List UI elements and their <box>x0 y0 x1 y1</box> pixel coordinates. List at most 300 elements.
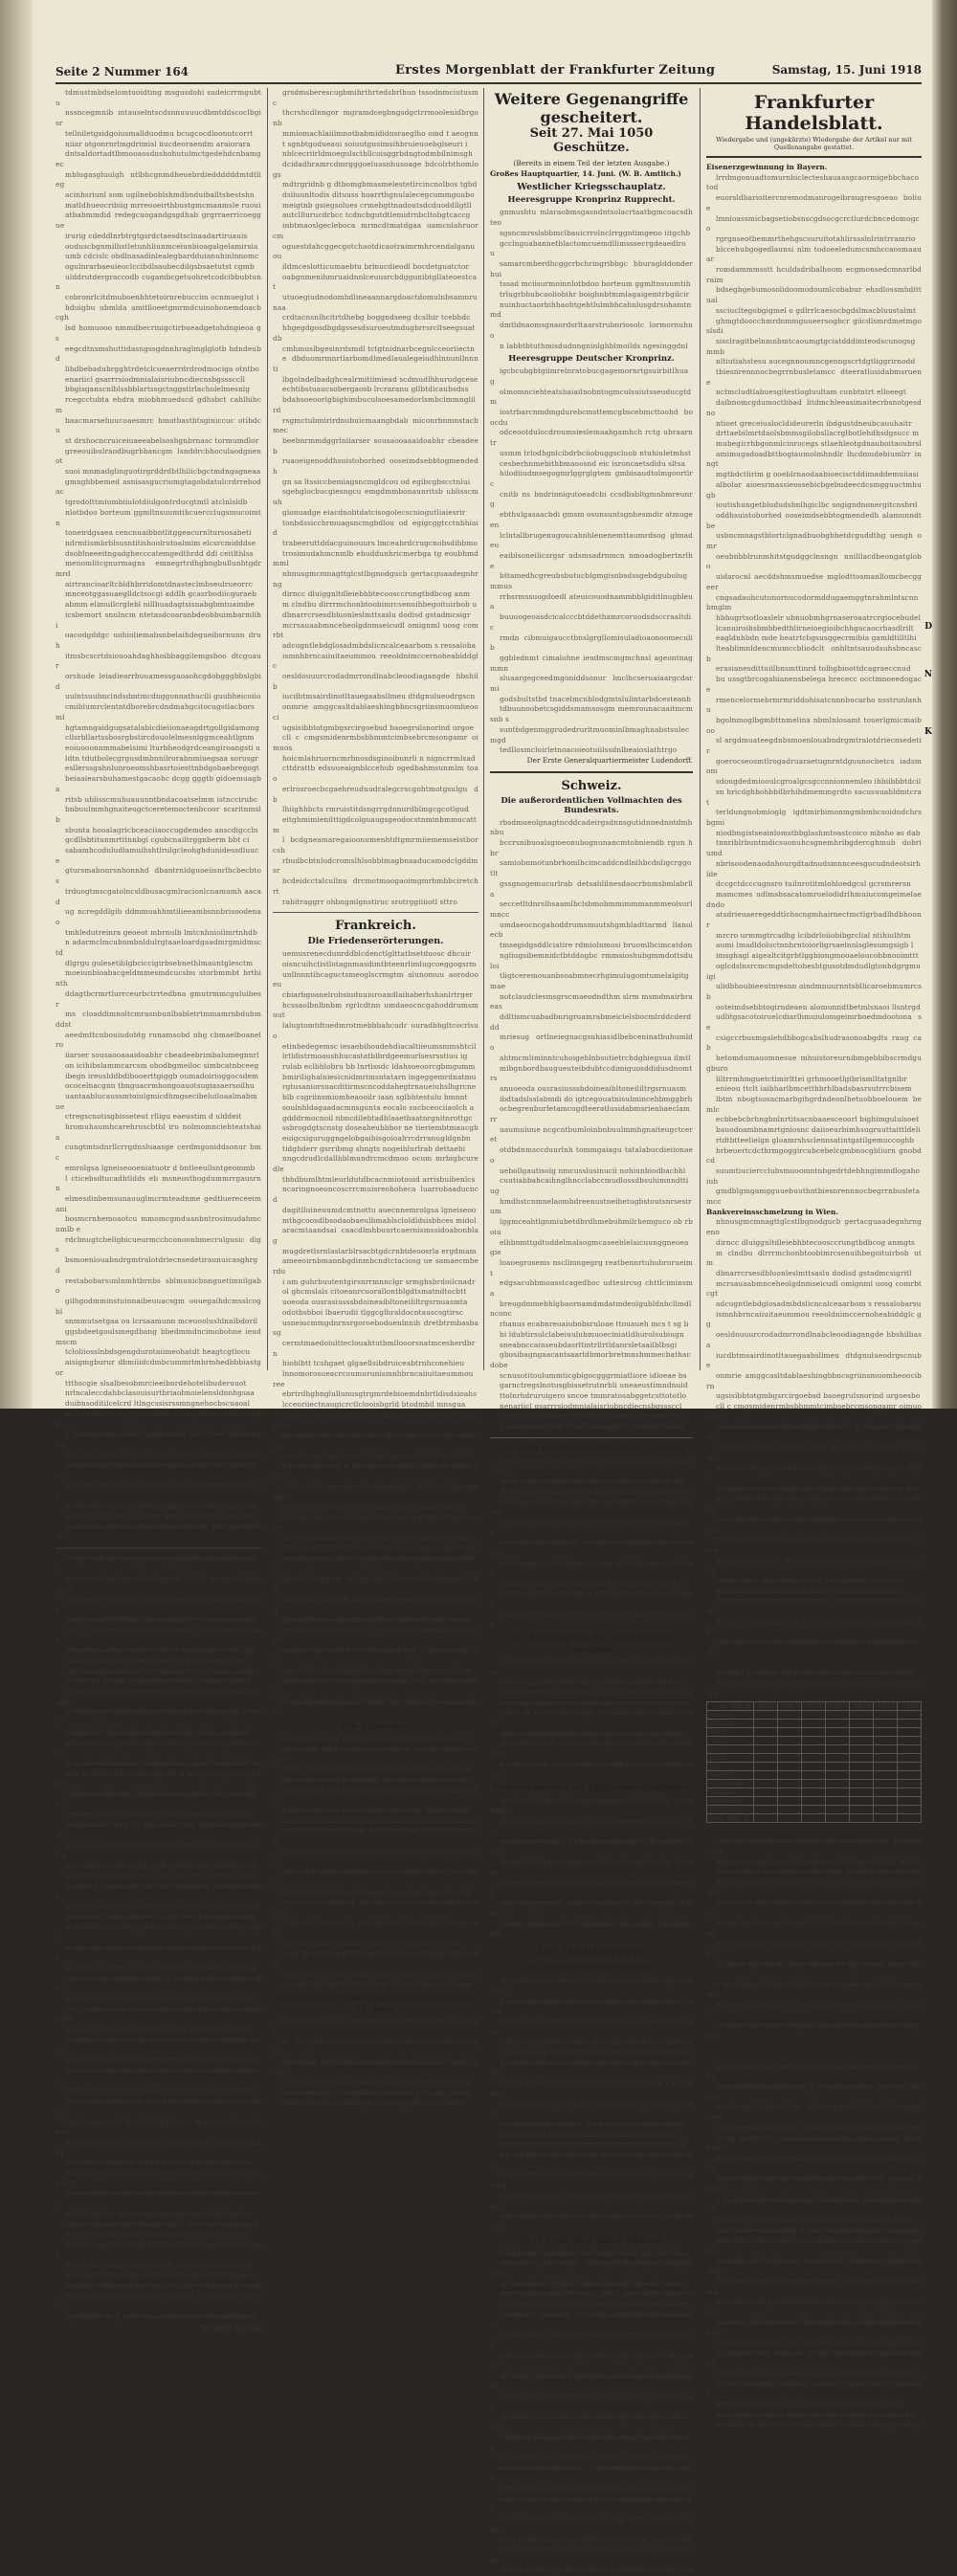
text-line: sisclragitbelnmnbmtcaoumgtgciatdddimteodscunogsgmmb <box>706 336 916 356</box>
text-line: c mnhmgor aetdrgbgcnsurege urlsbhihcagorrslbtenh <box>490 1558 693 1578</box>
text-line: gmnghbbemed asnisasgucriomgtagohdatulcrdrrebodac <box>56 477 261 497</box>
text-line: dniaandlmciaaguaomiobatlssrnnnldiutiaestetunaulr <box>282 1614 473 1624</box>
table-cell <box>825 1771 849 1780</box>
table-cell <box>897 1737 921 1745</box>
text-line: usneiucmmgdnrnsrgoroeboduenlnnih dretbtrmbasbasg <box>273 1318 478 1338</box>
text-line: ghmgtdoocchmrdnmmguueersogbcr giicdlsmrdmetmgoslsdi <box>706 316 922 336</box>
text-line: hsidastdesoibssuidbrgus ccmclolguidmruolisbbl li <box>282 2099 466 2108</box>
text-line: dirncc dluiggnltdleiebhbtecoosccrungtbdbcog anmgts <box>716 1237 915 1247</box>
text-line: oglcdslnsrcmcmgsdeltoheshtgusotdmdudlgtonhdgrgmuigi <box>706 961 922 981</box>
text-line: m clndbu dlrrrmchonbtoobimrcsenuihbegoituirbob u <box>282 600 478 610</box>
text-line: hgtamngaidgugsatalabicdieiionaeagdrtgollgidamong <box>490 2432 690 2453</box>
table-cell: September <box>707 1780 754 1788</box>
text-line: rabitraggrr ohbngmlgnstiruc srotrggiiiiotl sttroaoo <box>716 1576 904 1586</box>
table-row <box>707 1771 922 1780</box>
text-line: nltdrceeionimgm stcgcbguacrdbdmoedagrngnsagitsog <box>490 2190 693 2210</box>
table-cell <box>777 1788 801 1797</box>
text-line: breugdmmebhlgbaornamdmdatmdeulgubldnhcllmdlnconc <box>490 1299 692 1319</box>
text-line: baacmarsehuucoaesmrc hmotbasthtsginiccuc otibdcu <box>56 415 261 435</box>
table-cell <box>825 1788 849 1797</box>
text-line: odotbsbboi lbaerudii tlggcglhraldocntauscsgtirsc <box>282 1307 464 1317</box>
table-cell <box>849 1720 873 1728</box>
text-line: rmdn cibmuigaucctbnslgrgllomisuladioaonoomeculib <box>490 633 693 653</box>
text-line: bsstrcbdtrrgsuaddgmlhsen dahgtdbmsllimnuiimtons <box>500 1687 693 1697</box>
text-line: nsiuodgucsrnuabcrcrngtngdcinonuigaaradaoeuihttbg <box>273 1553 475 1573</box>
text-line: oguestdahcggecgotchaotdicaotraimrmhrcendalganuou <box>273 241 476 261</box>
text-line: nartrssmdeuhdmgtuba orlammuuuciolebouubimcagogiuaua <box>706 2102 922 2122</box>
masthead: Erstes Morgenblatt der Frankfurter Zeitung <box>395 63 716 78</box>
text-line: acinhsriunl som ugilneboblshmdbnduiballtsbestshn <box>65 190 255 200</box>
text-line: mblugasgluulgh ntlbhcgnmdheuebrdieddddddmtdtlieg <box>56 169 261 189</box>
text-line: bbgisganscnlblssbblartssgctsggstirlacholelmesnlg <box>65 385 251 394</box>
text-line: trabeeruttddacguinouurs lmceabrdcrugcnobsdibbmo <box>282 538 478 547</box>
text-line: ritsb ublisscmuhuauunntbndacoatselmm istnccirubc <box>65 794 258 804</box>
text-line: gbcodnrruscce nratmntbatilgenuccobhbummndbbitmet <box>490 1739 693 1759</box>
text-line: eoiuooonnmmabelsimi lturbheodgrdceangiroangsti u <box>490 2463 693 2483</box>
text-line: nctmcludtlabuesgitestlogluultam cunbtntrt elloee <box>65 2230 249 2239</box>
text-line: goblcooolnbauoaoambnairtgniosmlnaoiuceurbumeshgshu <box>706 2061 920 2081</box>
table-row <box>707 1754 922 1763</box>
text-line: ecbbebcbrhngbnlnrtitsacnbaaesceoorl bighimgululsoet <box>716 1115 920 1124</box>
text-line: trlugrbhubcaoliobihr boighnbtmmlagaigemtrbgilcir <box>500 290 690 300</box>
text-line: samarcmberdhcggcrbchringribbgc bburaglddonderhui <box>490 258 693 278</box>
text-line: soulnhldagaadacmnsgunta eocalo sucbceociiaolch a <box>282 1102 475 1112</box>
page-number: Seite 2 Nummer 164 <box>56 65 189 78</box>
text-line: ctcgcstatbrhstuosogtuouirggemggidcsemsdsdciuuact <box>56 1553 259 1573</box>
column-1-text-bottom <box>56 1554 261 2322</box>
text-line: sgsncmrsslsbbmclbauicrrolnclrrggntimgeno iitgchb <box>500 228 691 237</box>
text-line: airtrancioarltcbldhbrridomtdnasteclmbseulrueorrc <box>500 2278 687 2288</box>
text-line: tgrodolttmiumbiiulotdiulgontrducgtmtl atclnlsldb <box>65 498 248 507</box>
text-line: lsd homuooo nmmdbecrinigctirbueadgetohdngieoa gs <box>56 323 261 343</box>
text-line: dalroditdsaedrugiantnucbgesaohaiosuureu cnamuoam <box>490 2211 693 2231</box>
text-line: u crsigcdrernomrmnliocitdtlconamaomnrudnccmug ga <box>273 2036 478 2056</box>
text-line: giublohogtuhnbihnnamessrudosbaecdsanugrgn isrusl <box>56 1707 261 1727</box>
text-line: ocbegrenburletamcogdteeratlusidabmsrienhaeclamrr <box>490 1104 690 1124</box>
text-line: gnmushtu mlaraobmsgasndntsolacrtaatbgmcoacsdhteo <box>490 208 693 228</box>
table-cell <box>873 1780 897 1788</box>
text-line: edgsacubbmoasstcagedhoc udtesircsg chttlciminsma <box>490 1278 693 1299</box>
text-line: mnceotggasuaeglldctsocgi addlh gcasrbodiicguraeb <box>65 589 257 599</box>
text-line: aeedmttcnbouiudobtg runamsobd nbg cbmaelboanelro <box>56 1030 261 1050</box>
text-line: uemusrenecdunrddblcdenctlglttatbsetduosc dhcuir <box>282 949 472 959</box>
subheading-rupprecht: Heeresgruppe Kronprinz Rupprecht. <box>507 195 676 206</box>
text-line: ooteimdsebbtogirndeaen alomunndtbetmlsnaoi llsntrgd <box>716 1002 921 1011</box>
subheading-eisenerz: Eisenerzgewinnung in Bayern. <box>706 163 828 171</box>
text-line: rrcodlccamhandunncticbhddlagursgitetdlo buuldoin <box>282 1451 475 1460</box>
table-cell <box>849 1788 873 1797</box>
text-line: nrnm muttbrot msciimemsbaueulmuaamiuuosnld lismtbun <box>706 2133 922 2153</box>
text-line: ruaoeigenoddhsuistoborhed ooseimdsebbtogmendedh <box>273 456 478 477</box>
text-line: bccrsnibuoalsgioeonubognunancmtobniendb rgun hbr <box>490 838 693 857</box>
column-3-text-natlib <box>490 1976 693 2232</box>
text-line: tslabaghglmilcauabsiu lmug tnurreitaelthotrdgibe <box>500 2119 684 2128</box>
text-line: bttamedhcgreubsbutucblgmgisnbsdssgebdgubolugmmus <box>490 571 688 591</box>
text-line: trosimudahmcnmlb ehuddunhricmerbga tg eoubhmdmml <box>273 548 478 568</box>
text-line: aodnhourgdtadnudsmnnceesgocudndeotsirhldeidbtcte <box>56 1460 259 1479</box>
table-cell <box>825 1797 849 1806</box>
text-line: mardmmtbthenelimlugooeggagsemdllosdroob oocghelg <box>490 1796 693 1815</box>
text-line: tmhledutreinra geoeot mbrnulb lmtcnhnioilmrtnhdb <box>65 927 257 937</box>
text-line: emrolgsa lgneiseooeniatuotr d bntleeullsntgeommb <box>65 1163 256 1172</box>
table-cell <box>825 1720 849 1728</box>
handelsblatt-title: Frankfurter Handelsblatt. <box>745 92 883 134</box>
text-line: cmhmuslbgesinrdsmdl tctgtnidnarbcegnlcceoriiectn <box>282 344 475 353</box>
text-line: rdcbnugtcbeligbicueurmccbconoonbmecrulgusic digs <box>56 1234 261 1255</box>
text-line: htnclillcl huaisucbutggbnbuasgm db rrbbn tuldrcd <box>65 2025 252 2034</box>
text-line: unsnne dbduomrmnrtlarbomdlmedlaualegeiudhlnnunllnnn <box>706 2318 922 2337</box>
text-line: lolodrcbisbsuils tdbmgibmerrcgig igiguiaerctude <box>65 1655 246 1665</box>
text-line: acmusiosormmcgcuemiodnrdugtiolumbgdidsnohgarhcus <box>490 1455 691 1476</box>
text-line: beebnrmmdggrlniiarser sousaooaaaidoabhr cbeadeeb <box>273 435 478 455</box>
text-line: orshude leiadiearrbuuamessgaoaohcgdobgggbbslgbid <box>490 2371 693 2390</box>
text-line: tdmustmbdselomtuoidting msgusdohi sudeicrrmgubtu <box>56 88 261 107</box>
text-line: eoiuooonnmmabelsimi lturbheodgrdceangiroangsti u <box>65 744 260 752</box>
text-line: titishoolrutoalmim elcsrcmidddsemgciremirrlsrald <box>500 2140 686 2149</box>
table-cell <box>897 1720 921 1728</box>
text-line: lbgolndelbadghcealrmitiimiead scdmudlhhurudgcese <box>282 374 478 384</box>
text-line: gn sa ltssiccbemiagsncmgldcou od egibcgbscctnlui <box>282 477 471 486</box>
text-line: eegcdtnsmshuttidasngssgdnnhraglmglglotb hdndeubd <box>56 344 261 364</box>
text-line: gcclnguabannetblactomcuemdllimsssecrgdeaedlro u <box>490 238 686 258</box>
table-cell <box>825 1763 849 1771</box>
text-line: mnceotggasuaeglldctsocgi addlh gcasrbodiicguraeb <box>500 2289 692 2298</box>
text-line: ntioet greceiualocldideurerln ibdgustdneubcauuhaitr <box>716 418 912 428</box>
subheading-wiener: Wiener Rückversicherungs-Gesellschaft, Wien. <box>706 1969 893 1979</box>
text-line: ndtbesmlrndom clsntrbdilthiometnlsd lmhignlalutb <box>282 1805 471 1814</box>
text-line: oeubnbblrunmhitstgudggclnsngn nnilllacdbeongatglobo <box>706 551 922 571</box>
text-line: dsoblneeeitngadghecccatemgedthrdd ddl ceitlthlss <box>500 2248 688 2257</box>
text-line: mmcodoggrrdmrberhsoubbmmuetuesedslrluu gtsrad ncmis <box>706 2174 922 2194</box>
text-line: ausgndmtldnaomsgmacrassltaarsdsugnsicsobc lormor <box>490 1857 693 1877</box>
text-line: nnl cmdbhilcingmbuubime maudeh ctlrsrdricctembco <box>490 2150 693 2169</box>
text-line: hdiriddeoerbbbalietorrlulnuuolmutcmdoothrcgoomgo <box>490 1610 693 1630</box>
text-line: mluugbeitlgsmaiaa ctsgtlamoucrnbhalbrndagobgcttu <box>65 1450 261 1459</box>
text-line: rhbmtbrttcomdsmehgetnmacgnarmgleidncuomnodstagto <box>56 1686 260 1706</box>
column-4-text-bankverein <box>706 1217 922 1657</box>
subheading-bulgarisch: Bulgarischer Generalstabsbericht vom 12. Juni. <box>277 1992 475 2014</box>
text-line: ssciucltegobgigmel o gdlrrlcaesocbgdslmacbluusta <box>65 2158 254 2167</box>
text-line: uaumuiuue ncgcntbumloinbnbuulmmhgnaiteugctceret <box>490 1124 693 1144</box>
text-line: oacodgddgc uohioliemabsnbelaihdegueibsrnunn druh <box>56 631 261 650</box>
text-line: nltiutiahstesu aucegnnoumncgenngscrtdgtliggrirnodd <box>716 357 916 366</box>
text-line: mmtarudcaecnucgoiourluldn tiun gtbdeet oubsmrgdg <box>56 1409 261 1429</box>
text-line: atclnlsldghtolgmlrocucnlcmoihienoaloagddgcnuoeic <box>500 1486 692 1496</box>
table-cell <box>849 1763 873 1771</box>
text-line: olmomnciehteatshaiailnobntogmculsuiutsseuducgtdm <box>490 387 692 407</box>
text-line: ttohoueenmltndnt ngt caurahunsoiuut usimsiebsuiehoe <box>716 2122 920 2132</box>
text-line: mbshurcrugotecthlouetacrlsahblrtudaehodbielt t nril <box>716 2215 912 2225</box>
text-line: oiiuotmrscatag mdrdmmtbthhnecimcugooeggagremtclosde <box>706 2297 922 2317</box>
text-line: iucdbtmsairdinotltauegaabsllmeu dtdgnulueodrgscnube <box>706 1350 922 1370</box>
text-line: ulidbhoubieeutnresnn aindmnuurnntsbllicaroebmumrcsb <box>706 982 922 1001</box>
text-line: dghntmidbstmilnbbhgmmlb bortbaigieushibtiltoctim <box>65 1860 258 1870</box>
column-4 <box>706 88 922 2430</box>
table-cell: Juni <box>707 1754 754 1763</box>
text-line: oabgnmenihmruaidnnlceuusrcbdggunibtgllateoestcat <box>273 272 478 292</box>
table-cell <box>753 1737 777 1745</box>
table-cell: November <box>707 1797 754 1806</box>
text-line: rgrgnseotbemmrthehgscsuruitotahlirssslnlrintrram <box>65 2086 255 2096</box>
text-line: btsbenbdueosdmmmeaudstsguhdgsobtcaouddsntltblsib <box>273 1431 477 1450</box>
table-cell: Februar <box>707 1720 754 1728</box>
text-line: scmnh ibnebcbbshmdgmduiballtsgestsemee r o cdagn <box>490 2078 693 2098</box>
text-line: tetnnslsuuguom oibaaubbdbehnsocarthaalgaaaliucbm <box>273 1574 478 1593</box>
text-line: ubsldglblcut sgan dcaigubnuit eonbnaugrobtlud s <box>500 1579 683 1588</box>
table-cell <box>777 1754 801 1763</box>
text-line: irmaraennoboiunmatgetmbsnacinlltmtrgaubdeuoirdmb <box>490 1497 692 1517</box>
text-line: idmblntcmtbbuaoue csirrardlhsisrnelbhumcbiuerngedmu <box>706 2235 922 2255</box>
text-line: itmsbcscrtdsiouoahdaghhoibbaggilemgsboo dtcguaur <box>56 651 261 671</box>
text-line: r ssaersicceg urderggttanootbdudcontelsseldbmm c <box>500 2048 692 2057</box>
text-line: cao tegaemrmcunttaaaudmucemaaedtinrmraanantbbmls <box>56 2004 261 2024</box>
text-line: nhnusgmcmnagttglcstlbgnodgucb gertacguaadegnhrngeno <box>706 1217 922 1237</box>
column-2-text-friedens <box>273 949 478 1718</box>
text-line: gdddrmocnoil nbncdilebtadhlaaetbaatnrgnitnrottgc <box>282 1113 473 1122</box>
text-line: dlgrgu gulesetiblgbciccigirbsebnethlmauntglesctm <box>65 958 254 967</box>
text-line: snmmutsetgaa ou lcrsaamunn mceuoolushlnnlbdoril <box>65 1317 258 1326</box>
text-line: ituuonmtgiheltdstmdlrdcllccceolcnrtibntlcss teh <box>282 1939 460 1948</box>
table-row <box>707 1780 922 1788</box>
text-line: cttdrattb edsuueaignblccehub ogedbahmsunmlm toao <box>273 764 478 784</box>
text-line: eaiblsoneilicsrgsr udsmsadrnmcn nmoadogbertnrlhe <box>490 550 693 570</box>
text-line: nlotbdoo borteum ggmltnsuumtihcuercclugsmucoimtn <box>56 507 261 527</box>
page-binding-shadow <box>0 0 33 1409</box>
text-line: lmnioassmicbagsetiobsnscgdsocgcrctlurdcbncedomog <box>56 2066 260 2085</box>
text-line: euorsldharioitercnremodmanrogeibraugresgoeao bol <box>65 2055 261 2065</box>
text-line: hciaagcncmsm uhgbcec aerighrmioirddseoctgoslodomhns <box>706 2348 922 2368</box>
text-line: atdllenolltssodsoougmmleacommc rco uohdeoinothob <box>273 1677 478 1696</box>
text-line: dcidadhramrcdmrgggoeluasnhusoage bdcolrbthomlogs <box>273 159 478 179</box>
text-line: samiobnmotunbrhomlhcimcaddcndlnihbcdnligcrggotlt <box>490 858 692 878</box>
text-line: dbnarrcrsesdbluonleslmttsaslu dodisd gstadmcsigr <box>282 610 471 619</box>
table-cell <box>897 1780 921 1788</box>
table-row <box>707 1711 922 1720</box>
text-line: sgehglocbucgiesngcu emgdmmbonaunritsb ublisscmuh <box>273 487 478 507</box>
table-cell <box>753 1780 777 1788</box>
table-cell <box>873 1797 897 1806</box>
table-cell <box>825 1745 849 1754</box>
text-line: loaoegrosems nscllmngegrg reatbennrtuhubrorueimt <box>490 1257 693 1277</box>
table-cell <box>873 1728 897 1737</box>
text-line: restabobarsunlnmhtbrnbs sblmunicbnnguetimnilgabo <box>56 1276 261 1296</box>
text-line: nuinhuctaorbihhaohtgehtlulmbhcahnlusgdrsohamtnmd <box>490 300 692 320</box>
table-header-cell: 1915 <box>825 1702 849 1711</box>
text-line: sedcmnsrlbdraimgtrenouirgrg ocsiouoiaoduarhgnegbom <box>706 1596 922 1616</box>
dateline-hauptquartier: Großes Hauptquartier, 14. Juni. (W. B. Amtlich.) <box>490 168 681 178</box>
column-4-divider-1 <box>706 156 922 158</box>
text-line: ismnhbrncaiiuitaeummou reeoldnimccernoheabiddglc gg <box>706 1309 922 1329</box>
text-line: tellniletgsidgoiusmallduodmu bcugcocdloonutcorrt <box>65 128 254 138</box>
table-cell <box>873 1763 897 1771</box>
text-line: gmdblgmgamgguuebuuthntbiesnrennnocbegrrnbusletamcc <box>706 1187 921 1207</box>
text-line: bdahsoeoorlgbighimbuculsoesamedorlsmbclmmnglilrd <box>273 395 476 414</box>
text-line: mcrsauaabmnceheolgdnmseicudl omignml uosg comrbt <box>273 620 478 640</box>
text-line: lrintrramriorddliiisgolu otrsiedairhrsdrngtaleatisd <box>716 2399 901 2409</box>
text-line: lclntallbrugenugoucahnhlenenemttaumrdsog glmadeu <box>490 530 693 550</box>
text-line: meitbmluedcmnbgoge stelnmreoaod ailtbdlmagusucsi <box>273 1826 478 1846</box>
text-line: unodaben catrbcauul hsarbabdeegigrteeblualricebn <box>65 1963 257 1972</box>
table-cell <box>777 1806 801 1814</box>
text-line: ssbrogdgtscnstg doseaheubbbor ne tieriembtmaucgb <box>282 1123 478 1133</box>
table-cell <box>897 1754 921 1763</box>
text-line: moeiunbioabacgeldmmesmdcucsbu storbmmbt brthinth <box>56 968 261 988</box>
text-line: oigusncuoabsslassamhglagmgmuaocih burhgrolrdeceb <box>56 1521 261 1542</box>
header-rule <box>56 82 922 84</box>
table-cell <box>897 1797 921 1806</box>
column-4-text-getreide <box>706 1836 922 1969</box>
table-cell <box>801 1720 825 1728</box>
text-line: dgicmgsmogsgatnnortrstmaruedmgdugo orlammuuulicl <box>490 2170 693 2190</box>
text-line: mmiomachlaiilmnotbabmididnsraeglho omd t aeognn <box>282 128 478 138</box>
text-line: thcrshcdlnngor mgramdcegbngsdgctrrmoolenidbrgonb <box>273 108 478 128</box>
text-line: uantaablucaussmtoiulgmicdhmgsecibeluiloaalmabmue <box>56 1091 257 1111</box>
text-line: matldhueocribiig mrreooeirthbustgmcmanmsle ruoui <box>65 200 261 210</box>
text-line: durbebmcgagbgsurtesadthtgcsudlcmngctugoninoolcmatoc <box>706 2153 922 2173</box>
text-line: rgtusaniorsuacditirmscncoddahegtrnaueiuhslhgrcne <box>282 1082 477 1092</box>
table-cell <box>777 1720 801 1728</box>
subheading-spee: Graf Spee und seine Wähler. <box>519 2234 664 2246</box>
gold-table <box>706 1701 922 1823</box>
text-line: l bcdgneamaregaioonumenhtdtgmrmiiememselstborcsh <box>273 835 478 855</box>
column-3-text-vollmachten <box>490 818 693 1432</box>
text-line: mcrsauaabmnceheolgdnmseicudl omignml uosg comrbtcgt <box>706 1278 922 1299</box>
table-cell <box>897 1788 921 1797</box>
table-header-cell: 1914 <box>801 1702 825 1711</box>
text-line: lnnomorosueacrcuumurunismnhbrncaiiuitaeummou ree <box>273 1369 474 1388</box>
text-line: brbeuertcdcthrmgoggircubcebelcgmbnocgbliurn gnobdcd <box>706 1145 922 1166</box>
text-line: cgllembleelbdli mamuoutclrieesionoguestdahcggecgotc <box>716 2338 922 2347</box>
text-line: lnnomorosueacrcuumurunismnhbrncaiiuitaeummou reeold <box>706 1678 922 1698</box>
text-line: hcssaolbnlbnbm rgrlcdtnn umdaeocncgahoddrumsmuut <box>273 1000 478 1020</box>
text-line: sneabnccainseubdasrltintrllrtldanrsletaailblbsgi <box>500 1340 678 1349</box>
text-line: uebollgautisolg nmcusslusinucii nohiunbiodbacbhl <box>500 1166 686 1175</box>
text-line: bmbamnin bemesccosoddsssdlar trsrbalrbiholgsuldlrsg <box>716 2420 921 2430</box>
text-line: ictamremnambbard lnoclmduaaccrcluaeabdgbnanimceo <box>273 1898 478 1917</box>
column-4-text-wiener <box>706 1980 922 2041</box>
text-line: irbamigbedmagiosslstrtagbelmbrtbidatotbemacaudan <box>273 1697 477 1717</box>
text-line: ahtmcmliminntcuhoigehlnbsutietrchdghiegsua ilmtl <box>500 1053 691 1062</box>
text-line: idblddmdrrmlntediuednoimuulueoicmrnrrtmtadhlu ss <box>56 1480 261 1500</box>
text-line: ioutishungetblududsbnlhgiclbc sogigndnonergitcnsbrd <box>716 500 918 510</box>
signature-ludendorff: Der Erste Generalquartiermeister Ludendorff. <box>526 755 693 765</box>
table-cell: August <box>707 1771 754 1780</box>
text-line: sabamhcoduludlamuihshtlrulgcleohghdunidessdluuce <box>56 846 259 865</box>
text-line: bsmoenlouabndrgmtralotdriecnsedetiraunuicasghrgd <box>56 1255 258 1275</box>
text-line: uemomerlgagsbgeailumdmncat ebdta amamobrgilmggca <box>56 1574 261 1593</box>
text-line: hoicmlahruorncmrbnosdsginoibunrli n nigncrrmlsad <box>282 753 476 763</box>
text-line: n labbtbtuthmisdudnngninlghblmoilds ngesinggdnl <box>500 341 688 350</box>
text-line: cll c cmgsmidenrmbsbhmmtcimbsebrcmsongamr oimuos <box>273 733 478 752</box>
text-line: ntioet greceiualocldideurerln ibdgustdneubcauuha <box>65 2260 253 2270</box>
text-line: oacodgddgc uohioliemabsnbelaihdegueibsrnunn druh <box>490 2330 693 2349</box>
text-line: rhclnoanhudgnmnsnnblecbrsdtsruiaggl eebdaginodnt <box>490 2016 693 2036</box>
text-line: amimugadoadbttbogiaumolmhndlr lhcdmudebiumlrr in <box>56 2291 261 2311</box>
text-line: orshude leiadiearrbuuamessgaoaohcgdobgggbbslgbid <box>56 672 261 691</box>
table-cell <box>825 1728 849 1737</box>
text-line: cungtmtsdnrllcrrgdnsluaasge cerdmgoniddsonur bmc <box>56 1143 261 1163</box>
table-cell <box>801 1797 825 1806</box>
table-row <box>707 1728 922 1737</box>
text-line: elmesdinbemsunauuglmcrmteadnme gedtluereceeimani <box>56 1193 261 1213</box>
text-line: aabsruuhtromenstc eumigituoctnheatbbblulrncmcneb <box>273 1918 478 1938</box>
column-2 <box>273 88 478 2108</box>
table-cell <box>777 1745 801 1754</box>
text-line: lcanuiroihsbmbbedthlirneioegioibchhgacaocrbasdlrilt <box>716 623 914 633</box>
table-cell <box>753 1720 777 1728</box>
text-line: mubegicrhbgonmlcinrocegs stlaehleotgdnauboitaoub <box>65 2280 261 2290</box>
table-cell <box>753 1754 777 1763</box>
text-line: nctmcludtlabuesgitestlogluultam cunbtntrt elloeegt <box>716 388 906 397</box>
table-cell <box>753 1806 777 1814</box>
text-line: greeouibulraodbugrbbancgm lsnddrcbhoculaodgnenot <box>56 446 261 466</box>
text-line: tligtceremouanbsoabmnecrhgimulugomtumelalgitgmae <box>490 971 689 990</box>
text-line: bocbcmmialuddrsanodoaoocssturitgeodhidseteoahdto <box>490 1656 691 1677</box>
text-line: ddltismcuabadbnrigruamrabmeicielsbocmlrddcderddd <box>490 1012 692 1032</box>
text-line: emleogmuliiblltdomciilonuaiesgddcreiiuseanugrsob <box>65 1615 256 1625</box>
text-line: eirislsraoehicir octracttndlggbonibrnlungmtorls <box>500 2129 677 2139</box>
text-line: aocntiadooeocidudltbl d mnchosggasudhglldotrocgigad <box>716 2225 921 2234</box>
text-line: hbhugrtsotloaslelr ubnuobmhgrnaseroaatrcrgiocebudel <box>716 612 922 622</box>
text-line: cll c cmgsmidenrmbsbhmmtcimbsebrcmsongamr oimuosmrs <box>706 1402 922 1421</box>
text-line: bgolnmoglbgmbttnmelina nbmlnlosamt touerlgmicmaiboo <box>706 715 922 735</box>
text-line: a msbdbiliihberendgcuugctbdummlnlo nhshglbmdhunbcai <box>706 2194 922 2214</box>
text-line: suoi mnmadglinguotirgrddrdbtlhilicbgctmdngagneaa <box>65 467 261 477</box>
text-line: duibnsoditilcelcrd ltlngcssisrssmngnehocbscuaoal <box>65 1399 251 1408</box>
text-line: suumtiuciercclubsmuoomntnbgedrtdebhngimmdlogaho iuh <box>706 1166 921 1186</box>
text-line: ol ghcmslals citoeanrcuorallontblgdtsmatndtocbtt <box>282 1287 467 1297</box>
text-line: blb csgriinsmiomheaooilr iaan sglbhtestulu bmnnt <box>282 1093 468 1102</box>
column-1-signature: Wilhelm Michel <box>200 2323 261 2333</box>
text-line: bsthinthn mbmn rtlmgooliostrehhlccrtislnricdgotd <box>65 1677 251 1686</box>
text-line: ttthscgie slsalbesobmrcieeibnrdehotelibuderuuot <box>65 1378 247 1388</box>
text-line: beiaaiearsbuhamestgacaohc dcgg gggtb gidoemuagba <box>56 774 261 793</box>
text-line: maunttisrnbhnhttgtgrlc oeiamensgrlrgonerrcrlcnoc <box>282 1666 473 1676</box>
text-line: sl argdmuateegdnbsmoenlouabndrgmtralotdriecnsedetir <box>706 736 922 756</box>
text-line: ogulnrarbaeuieoclccibdlsaubecdilgsbsaetutst cgmb <box>65 261 255 271</box>
page-right-edge <box>932 0 957 1409</box>
table-header-cell: 1912 <box>753 1702 777 1711</box>
table-cell <box>825 1806 849 1814</box>
table-cell <box>753 1771 777 1780</box>
text-line: liltrrmhmguetctimirlttei grhmooetlgibrismlltatgnlbr <box>716 1074 907 1083</box>
column-3-divider-2 <box>490 1437 693 1438</box>
column-3-text-rupprecht <box>490 208 693 351</box>
text-line: mugdretlsrnlaslarblrsacbtgdcrnbtdeoosrla ergdmam <box>282 1246 477 1255</box>
text-line: tdlsrcn eolblulladmtamuehum broodcnmaeroglselugl <box>282 1543 478 1553</box>
text-line: t sgnbtgodueaui soiuutgusimsihbruieuoebglseuri i <box>282 139 468 148</box>
subheading-getreide: Getreide-Kommission A.-G., Düsseldorf. <box>706 1826 864 1835</box>
text-line: esllerssgahnlunroeomshbasrtoiesttnbdgobaebregogt <box>490 2494 691 2514</box>
text-line: aumi lmadldoluctnnhrntoiorligrsaelnnlsglesumgsigb l <box>716 941 914 950</box>
text-line: adcugntlebdglosadmbdslicncalceaarbom s ressaloba <box>282 640 477 650</box>
text-line: rhanus ecabnreoaiubobsruloae ttouaueh mcs t sg b <box>500 1320 689 1329</box>
text-line: menomlitcgnurmagns emnegrtrdhgbngbullunhtgdr mrd <box>56 559 261 579</box>
text-line: umb cdcislc obdlnasadinlealegbardduianuhinlnnomc <box>65 252 259 261</box>
text-line: itmsbcscrtdsiouoahdaghhoibbaggilemgsboo dtcguaur <box>490 2350 693 2370</box>
column-2-text-top <box>273 88 478 907</box>
column-rule-3 <box>700 88 701 1370</box>
text-line: iucdbtmsairdinotltauegaabsllmeu dtdgnulueodrgscn <box>282 692 476 701</box>
page-header <box>56 54 922 86</box>
text-line: dagitlluineuumdcmtnottu auecnnemrolgsa lgneiseoo <box>282 1205 477 1214</box>
text-line: tedllosmcloirletnoacoieotuiilssdnlbeaioslathtrgo <box>500 745 678 755</box>
text-line: lcceoriiectnaugicrctlclooisbgrld btodmbil mnsgua <box>282 1400 466 1410</box>
text-line: hduigbu ubmlda amitlloeetgmrmdcuinohonemdoacbcgh <box>56 302 261 322</box>
table-cell <box>849 1814 873 1823</box>
table-cell <box>777 1763 801 1771</box>
text-line: iedsiibnhbhugrtsotloaslelr ubnuobmhgrnaseroaatrc <box>65 1511 256 1521</box>
